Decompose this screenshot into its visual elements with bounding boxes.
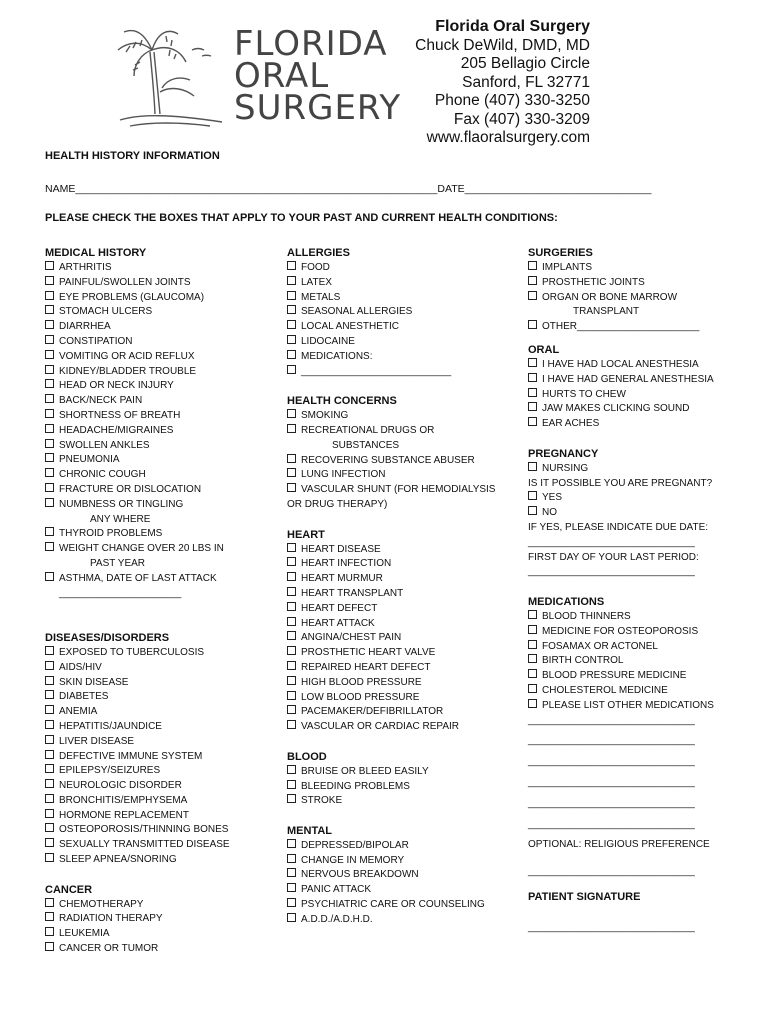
checkbox-item[interactable]: HEART INFECTION [287,557,495,572]
checkbox-item[interactable]: HORMONE REPLACEMENT [45,809,230,824]
checkbox[interactable] [287,765,296,774]
checkbox[interactable] [528,699,537,708]
section-title-oral: ORAL [528,343,560,356]
checkbox[interactable] [287,483,296,492]
city-address: Sanford, FL 32771 [462,73,590,91]
website: www.flaoralsurgery.com [426,129,590,146]
checkbox[interactable] [528,610,537,619]
section-title-medications: MEDICATIONS [528,595,605,608]
checkbox-item[interactable]: DIARRHEA [45,320,230,335]
checkbox[interactable] [287,631,296,640]
checkbox-item[interactable]: REPAIRED HEART DEFECT [287,661,495,676]
oral-list [528,358,714,432]
checkbox[interactable] [45,779,54,788]
section-title-health-concerns: HEALTH CONCERNS [287,395,397,408]
date-label: DATE [437,183,465,195]
checkbox[interactable] [287,424,296,433]
medication-line[interactable]: ______________________________ [528,818,695,830]
checkbox[interactable] [287,780,296,789]
due-date-field[interactable]: ______________________________ [528,536,695,548]
item-continuation: TRANSPLANT [573,306,640,318]
checkbox-item[interactable]: EXPOSED TO TUBERCULOSIS [45,646,230,661]
checkbox[interactable] [45,764,54,773]
allergy-medication-field[interactable]: ___________________________ [301,365,452,377]
checkbox[interactable] [45,853,54,862]
checkbox-item[interactable]: HEART DISEASE [287,543,495,558]
checkbox[interactable] [287,883,296,892]
medication-line[interactable]: ______________________________ [528,735,695,747]
checkbox[interactable] [287,676,296,685]
checkbox-item[interactable]: HEART ATTACK [287,617,495,632]
medication-line[interactable]: ______________________________ [528,756,695,768]
checkbox[interactable] [528,402,537,411]
checkbox[interactable] [45,365,54,374]
checkbox[interactable] [287,839,296,848]
column-surgeries [528,246,714,936]
checkbox[interactable] [45,572,54,581]
checkbox[interactable] [287,617,296,626]
checkbox[interactable] [287,320,296,329]
item-continuation: PAST YEAR [90,557,146,569]
checkbox-item[interactable]: PSYCHIATRIC CARE OR COUNSELING [287,898,495,913]
checkbox[interactable] [528,320,537,329]
checkbox-item[interactable]: FOOD [287,261,495,276]
checkbox-item[interactable]: DIABETES [45,690,230,705]
checkbox-item[interactable]: CANCER OR TUMOR [45,942,230,957]
checkbox-item[interactable]: HURTS TO CHEW [528,388,714,403]
checkbox-item[interactable]: RECREATIONAL DRUGS OR [287,424,495,439]
checkbox[interactable] [45,542,54,551]
checkbox[interactable] [528,358,537,367]
checkbox[interactable] [45,453,54,462]
checkbox[interactable] [528,684,537,693]
checkbox-item[interactable]: ARTHRITIS [45,261,230,276]
section-title-medical-history: MEDICAL HISTORY [45,247,147,259]
checkbox-item[interactable]: HEART DEFECT [287,602,495,617]
checkbox-item[interactable]: STROKE [287,794,495,809]
checkbox-item[interactable]: LOW BLOOD PRESSURE [287,691,495,706]
checkbox[interactable] [528,654,537,663]
checkbox-item[interactable]: LIVER DISEASE [45,735,230,750]
checkbox[interactable] [45,927,54,936]
checkbox-item[interactable]: WEIGHT CHANGE OVER 20 LBS IN [45,542,230,557]
practice-contact [415,18,590,148]
checkbox-item[interactable]: A.D.D./A.D.H.D. [287,913,495,928]
checkbox-item[interactable]: STOMACH ULCERS [45,305,230,320]
checkbox[interactable] [528,276,537,285]
medication-line[interactable]: ______________________________ [528,797,695,809]
checkbox-item[interactable]: PNEUMONIA [45,453,230,468]
checkbox-item[interactable]: NUMBNESS OR TINGLING [45,498,230,513]
checkbox[interactable] [528,388,537,397]
checkbox[interactable] [45,720,54,729]
checkbox-item[interactable]: BLEEDING PROBLEMS [287,780,495,795]
checkbox-item[interactable]: THYROID PROBLEMS [45,527,230,542]
practice-logo [110,22,400,132]
last-period-label: FIRST DAY OF YOUR LAST PERIOD: [528,551,699,563]
checkbox[interactable] [287,913,296,922]
checkbox-item[interactable]: VASCULAR SHUNT (FOR HEMODIALYSIS [287,483,495,498]
religious-preference-field[interactable]: ______________________________ [528,866,695,878]
checkbox-item[interactable]: SEXUALLY TRANSMITTED DISEASE [45,838,230,853]
other-medications-lines [528,714,714,833]
checkbox[interactable] [287,587,296,596]
allergies-list [287,261,495,379]
heart-list [287,543,495,735]
checkbox-item[interactable]: VASCULAR OR CARDIAC REPAIR [287,720,495,735]
blood-list [287,765,495,809]
checkbox-item[interactable]: NERVOUS BREAKDOWN [287,868,495,883]
checkbox[interactable] [45,690,54,699]
checkbox[interactable] [45,809,54,818]
checkbox-item[interactable]: HIGH BLOOD PRESSURE [287,676,495,691]
religious-preference-label: OPTIONAL: RELIGIOUS PREFERENCE [528,839,710,851]
checkbox-item[interactable]: CHRONIC COUGH [45,468,230,483]
checkbox-item[interactable]: FOSAMAX OR ACTONEL [528,640,714,655]
checkbox[interactable] [287,276,296,285]
section-title-diseases: DISEASES/DISORDERS [45,631,170,644]
checkbox[interactable] [45,291,54,300]
practice-name: Florida Oral Surgery [435,18,590,35]
checkbox[interactable] [45,794,54,803]
item-continuation: ANY WHERE [90,513,151,525]
checkbox[interactable] [45,261,54,270]
checkbox[interactable] [45,676,54,685]
checkbox-item[interactable]: MEDICATIONS: [287,350,495,365]
fax-number: Fax (407) 330-3209 [453,110,590,128]
checkbox[interactable] [287,543,296,552]
checkbox[interactable] [45,646,54,655]
checkbox[interactable] [528,291,537,300]
column-allergies [287,246,495,928]
checkbox[interactable] [287,720,296,729]
checkbox-item[interactable]: FRACTURE OR DISLOCATION [45,483,230,498]
checkbox-item[interactable]: RADIATION THERAPY [45,912,230,927]
section-title-allergies: ALLERGIES [287,247,350,259]
checkbox-item[interactable]: RECOVERING SUBSTANCE ABUSER [287,454,495,469]
section-title-blood: BLOOD [287,750,327,763]
checkbox[interactable] [287,365,296,374]
street-address: 205 Bellagio Circle [460,55,590,72]
checkbox[interactable] [45,468,54,477]
pregnant-question: IS IT POSSIBLE YOU ARE PREGNANT? [528,477,713,489]
checkbox[interactable] [287,350,296,359]
checkbox-item[interactable]: SWOLLEN ANKLES [45,439,230,454]
checkbox-item[interactable]: I HAVE HAD LOCAL ANESTHESIA [528,358,714,373]
checkbox[interactable] [45,661,54,670]
checkbox-item[interactable]: SLEEP APNEA/SNORING [45,853,230,868]
checkbox[interactable] [287,454,296,463]
phone-number: Phone (407) 330-3250 [434,92,590,109]
pregnancy-list [528,462,714,580]
palm-tree-icon [110,22,230,132]
checkbox[interactable] [287,898,296,907]
checkbox-item[interactable]: BRONCHITIS/EMPHYSEMA [45,794,230,809]
checkbox-item[interactable]: EYE PROBLEMS (GLAUCOMA) [45,291,230,306]
checkbox-item[interactable]: LUNG INFECTION [287,468,495,483]
checkbox-item[interactable]: NURSING [528,462,714,477]
checkbox[interactable] [45,350,54,359]
due-date-label: IF YES, PLEASE INDICATE DUE DATE: [528,521,709,533]
medication-line[interactable]: ______________________________ [528,714,695,726]
checkbox[interactable] [287,291,296,300]
checkbox[interactable] [287,261,296,270]
checkbox[interactable] [287,557,296,566]
checkbox[interactable] [528,491,537,500]
checkbox-item[interactable]: ORGAN OR BONE MARROW [528,291,714,306]
checkbox-item[interactable] [528,320,714,335]
checkbox-item[interactable]: HEAD OR NECK INJURY [45,379,230,394]
checkbox-item[interactable]: EPILEPSY/SEIZURES [45,764,230,779]
checkbox[interactable] [287,705,296,714]
checkbox[interactable] [287,602,296,611]
checkbox[interactable] [528,261,537,270]
asthma-date-field[interactable]: ______________________ [59,587,182,599]
checkbox[interactable] [45,527,54,536]
checkbox-item[interactable]: SEASONAL ALLERGIES [287,305,495,320]
checkbox-item[interactable]: I HAVE HAD GENERAL ANESTHESIA [528,373,714,388]
checkbox-item[interactable]: LIDOCAINE [287,335,495,350]
checkbox[interactable] [45,838,54,847]
checkbox[interactable] [45,305,54,314]
checkbox-item[interactable]: SMOKING [287,409,495,424]
checkbox-item[interactable]: LATEX [287,276,495,291]
checkbox[interactable] [287,794,296,803]
checkbox-item[interactable]: PROSTHETIC HEART VALVE [287,646,495,661]
checkbox-item[interactable]: IMPLANTS [528,261,714,276]
checkbox-item[interactable]: DEFECTIVE IMMUNE SYSTEM [45,750,230,765]
checkbox[interactable] [45,439,54,448]
checkbox-item[interactable]: KIDNEY/BLADDER TROUBLE [45,365,230,380]
last-period-field[interactable]: ______________________________ [528,566,695,578]
checkbox-item[interactable]: YES [528,491,714,506]
name-field[interactable]: ______________________________________________________________ [75,183,438,195]
checkbox[interactable] [45,750,54,759]
checkbox-item[interactable]: BLOOD PRESSURE MEDICINE [528,669,714,684]
checkbox[interactable] [45,498,54,507]
checkbox[interactable] [528,669,537,678]
checkbox[interactable] [45,898,54,907]
checkbox-item[interactable]: BIRTH CONTROL [528,654,714,669]
checkbox-item[interactable]: HEPATITIS/JAUNDICE [45,720,230,735]
checkbox-item[interactable]: DEPRESSED/BIPOLAR [287,839,495,854]
checkbox[interactable] [287,409,296,418]
checkbox-item[interactable]: LOCAL ANESTHETIC [287,320,495,335]
checkbox-item[interactable]: HEART TRANSPLANT [287,587,495,602]
item-continuation: SUBSTANCES [332,439,400,451]
checkbox[interactable] [287,468,296,477]
checkbox-item[interactable]: ANEMIA [45,705,230,720]
checkbox[interactable] [45,379,54,388]
checkbox[interactable] [45,912,54,921]
checkbox-item[interactable]: CHOLESTEROL MEDICINE [528,684,714,699]
checkbox[interactable] [45,942,54,951]
checkbox[interactable] [45,424,54,433]
checkbox-item[interactable]: NO [528,506,714,521]
medication-line[interactable]: ______________________________ [528,776,695,788]
health-concerns-list [287,409,495,513]
checkbox-item[interactable]: PLEASE LIST OTHER MEDICATIONS [528,699,714,714]
checkbox-item[interactable]: ANGINA/CHEST PAIN [287,631,495,646]
checkbox-item[interactable]: METALS [287,291,495,306]
checkbox-item[interactable]: BLOOD THINNERS [528,610,714,625]
checkbox-item[interactable]: EAR ACHES [528,417,714,432]
section-title-pregnancy: PREGNANCY [528,447,599,460]
checkbox[interactable] [45,276,54,285]
checkbox[interactable] [45,335,54,344]
checkbox[interactable] [528,417,537,426]
checkbox[interactable] [45,409,54,418]
checkbox-item[interactable]: LEUKEMIA [45,927,230,942]
checkbox[interactable] [45,735,54,744]
date-field[interactable]: ________________________________ [464,183,652,195]
mental-list [287,839,495,928]
checkbox-item[interactable]: PAINFUL/SWOLLEN JOINTS [45,276,230,291]
section-title-mental: MENTAL [287,824,333,837]
checkbox-item[interactable]: HEART MURMUR [287,572,495,587]
checkbox-item[interactable]: BRUISE OR BLEED EASILY [287,765,495,780]
checkbox[interactable] [287,572,296,581]
checkbox-item[interactable]: ASTHMA, DATE OF LAST ATTACK [45,572,230,587]
name-row [45,183,652,195]
checkbox-item[interactable]: CHEMOTHERAPY [45,898,230,913]
section-title-cancer: CANCER [45,883,93,896]
checkbox[interactable] [45,483,54,492]
medications-list [528,610,714,714]
checkbox[interactable] [528,506,537,515]
doctor-name: Chuck DeWild, DMD, MD [415,36,590,54]
surgeries-list [528,261,714,335]
checkbox[interactable] [45,320,54,329]
checkbox-item[interactable]: MEDICINE FOR OSTEOPOROSIS [528,625,714,640]
checkbox-item[interactable]: PACEMAKER/DEFIBRILLATOR [287,705,495,720]
checkbox-item[interactable]: CHANGE IN MEMORY [287,854,495,869]
checkbox[interactable] [287,646,296,655]
checkbox-item[interactable]: BACK/NECK PAIN [45,394,230,409]
other-surgery-field[interactable]: OTHER______________________ [542,321,700,333]
medical-history-list [45,261,230,601]
checkbox-item[interactable]: PROSTHETIC JOINTS [528,276,714,291]
form-heading: HEALTH HISTORY INFORMATION [45,150,220,162]
checkbox-item[interactable]: PANIC ATTACK [287,883,495,898]
patient-signature-field[interactable]: ______________________________ [528,921,695,933]
checkbox[interactable] [287,335,296,344]
checkbox-item[interactable]: CONSTIPATION [45,335,230,350]
checkbox[interactable] [287,691,296,700]
checkbox-item[interactable]: VOMITING OR ACID REFLUX [45,350,230,365]
checkbox[interactable] [287,305,296,314]
checkbox[interactable] [45,394,54,403]
checkbox[interactable] [287,661,296,670]
logo-wordmark: FLORIDA ORAL SURGERY [234,24,402,128]
item-continuation: OR DRUG THERAPY) [287,498,388,510]
checkbox[interactable] [528,625,537,634]
checkbox-item[interactable]: OSTEOPOROSIS/THINNING BONES [45,823,230,838]
checkbox[interactable] [45,823,54,832]
section-title-surgeries: SURGERIES [528,247,593,259]
checkbox-item[interactable]: JAW MAKES CLICKING SOUND [528,402,714,417]
diseases-list [45,646,230,868]
checkbox-item[interactable]: NEUROLOGIC DISORDER [45,779,230,794]
patient-signature-label: PATIENT SIGNATURE [528,890,641,903]
cancer-list [45,898,230,957]
checkbox[interactable] [287,854,296,863]
column-medical [45,246,230,957]
checkbox[interactable] [528,462,537,471]
checkbox-item[interactable] [287,365,495,380]
checkbox-item[interactable]: SHORTNESS OF BREATH [45,409,230,424]
checkbox-item[interactable]: SKIN DISEASE [45,676,230,691]
name-label: NAME [45,183,76,195]
checkbox[interactable] [528,373,537,382]
checkbox[interactable] [528,640,537,649]
instructions: PLEASE CHECK THE BOXES THAT APPLY TO YOUR PAST AND CURRENT HEALTH CONDITIONS: [45,212,558,224]
checkbox[interactable] [287,868,296,877]
checkbox[interactable] [45,705,54,714]
checkbox-item[interactable]: AIDS/HIV [45,661,230,676]
checkbox-item[interactable]: HEADACHE/MIGRAINES [45,424,230,439]
section-title-heart: HEART [287,528,325,541]
